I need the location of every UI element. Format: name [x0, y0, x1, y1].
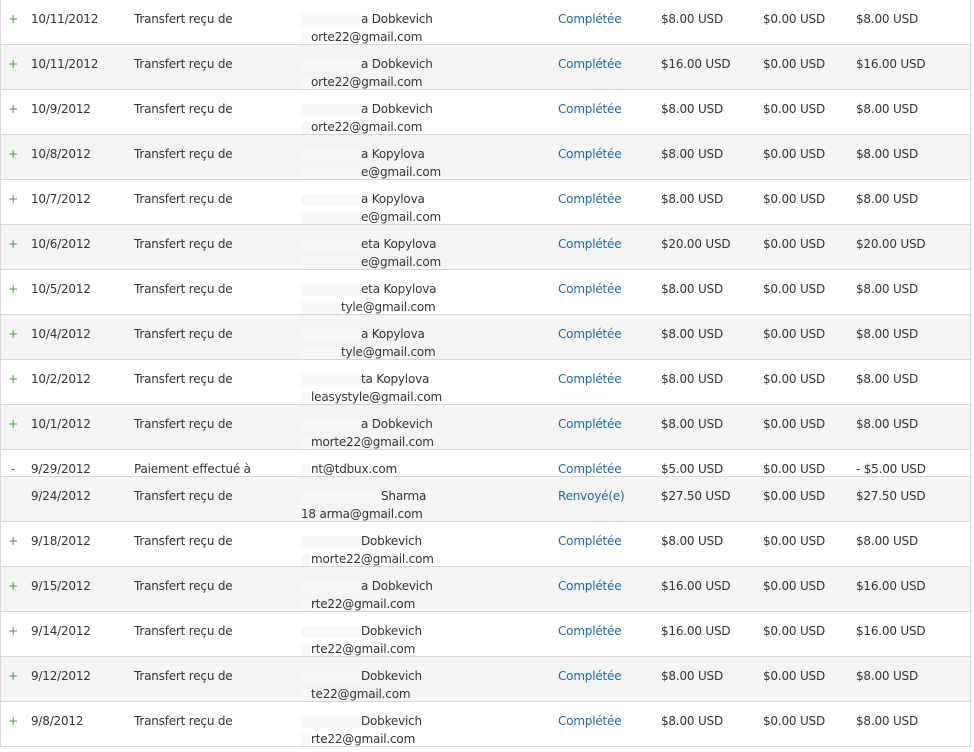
- redaction-mask: [301, 239, 361, 251]
- transaction-date: 10/4/2012: [31, 327, 91, 341]
- expand-toggle-icon[interactable]: +: [8, 714, 18, 728]
- expand-toggle-icon[interactable]: -: [10, 462, 16, 476]
- transaction-date: 9/14/2012: [31, 624, 91, 638]
- counterparty-email: e@gmail.com: [361, 210, 441, 224]
- expand-toggle-icon[interactable]: +: [8, 372, 18, 386]
- gross-amount: $8.00 USD: [661, 417, 724, 431]
- gross-amount: $16.00 USD: [661, 624, 731, 638]
- counterparty: [301, 325, 436, 361]
- transaction-date: 9/29/2012: [31, 462, 91, 476]
- expand-toggle-icon[interactable]: +: [8, 624, 18, 638]
- transaction-date: 10/9/2012: [31, 102, 91, 116]
- counterparty: [301, 487, 426, 523]
- status-link[interactable]: Complétée: [558, 669, 622, 683]
- redaction-mask: [301, 122, 311, 134]
- table-row[interactable]: [1, 180, 970, 225]
- expand-toggle-icon[interactable]: +: [8, 282, 18, 296]
- status-link[interactable]: Complétée: [558, 534, 622, 548]
- table-row[interactable]: [1, 45, 970, 90]
- gross-amount: $8.00 USD: [661, 372, 724, 386]
- fee-amount: $0.00 USD: [763, 147, 826, 161]
- redaction-mask: [301, 626, 361, 638]
- counterparty-name: nt@tdbux.com: [311, 462, 398, 476]
- transaction-description: Transfert reçu de: [134, 534, 233, 548]
- counterparty: [301, 532, 434, 568]
- net-amount: $8.00 USD: [856, 192, 919, 206]
- transaction-date: 9/12/2012: [31, 669, 91, 683]
- redaction-mask: [301, 329, 361, 341]
- table-row[interactable]: [1, 612, 970, 657]
- transaction-description: Transfert reçu de: [134, 147, 233, 161]
- redaction-mask: [301, 167, 361, 179]
- transaction-description: Transfert reçu de: [134, 624, 233, 638]
- net-amount: $8.00 USD: [856, 714, 919, 728]
- redaction-mask: [301, 689, 311, 701]
- fee-amount: $0.00 USD: [763, 714, 826, 728]
- counterparty-email: morte22@gmail.com: [311, 435, 434, 449]
- transaction-date: 10/11/2012: [31, 57, 99, 71]
- expand-toggle-icon[interactable]: +: [8, 237, 18, 251]
- fee-amount: $0.00 USD: [763, 669, 826, 683]
- fee-amount: $0.00 USD: [763, 12, 826, 26]
- expand-toggle-icon[interactable]: +: [8, 12, 18, 26]
- transaction-date: 9/24/2012: [31, 489, 91, 503]
- gross-amount: $8.00 USD: [661, 102, 724, 116]
- counterparty-email: e@gmail.com: [361, 255, 441, 269]
- redaction-mask: [301, 599, 311, 611]
- status-link[interactable]: Renvoyé(e): [558, 489, 625, 503]
- gross-amount: $27.50 USD: [661, 489, 731, 503]
- gross-amount: $20.00 USD: [661, 237, 731, 251]
- transaction-date: 10/5/2012: [31, 282, 91, 296]
- redaction-mask: [301, 671, 361, 683]
- counterparty: [301, 145, 441, 181]
- gross-amount: $5.00 USD: [661, 462, 724, 476]
- net-amount: $8.00 USD: [856, 534, 919, 548]
- net-amount: $20.00 USD: [856, 237, 926, 251]
- table-row[interactable]: [1, 477, 970, 522]
- expand-toggle-icon[interactable]: +: [8, 579, 18, 593]
- expand-toggle-icon[interactable]: +: [8, 669, 18, 683]
- counterparty-name: ta Kopylova: [361, 372, 430, 386]
- counterparty-name: eta Kopylova: [361, 237, 437, 251]
- redaction-mask: [301, 734, 311, 746]
- expand-toggle-icon[interactable]: +: [8, 327, 18, 341]
- counterparty-email: orte22@gmail.com: [311, 30, 423, 44]
- redaction-mask: [301, 581, 361, 593]
- expand-toggle-icon[interactable]: +: [8, 102, 18, 116]
- gross-amount: $8.00 USD: [661, 327, 724, 341]
- gross-amount: $8.00 USD: [661, 669, 724, 683]
- transaction-description: Transfert reçu de: [134, 714, 233, 728]
- counterparty-name: a Dobkevich: [361, 57, 433, 71]
- counterparty: [301, 370, 442, 406]
- status-link[interactable]: Complétée: [558, 372, 622, 386]
- table-row[interactable]: [1, 315, 970, 360]
- net-amount: $8.00 USD: [856, 12, 919, 26]
- gross-amount: $8.00 USD: [661, 192, 724, 206]
- table-row[interactable]: [1, 522, 970, 567]
- status-link[interactable]: Complétée: [558, 624, 622, 638]
- net-amount: $8.00 USD: [856, 417, 919, 431]
- table-row[interactable]: [1, 657, 970, 702]
- gross-amount: $8.00 USD: [661, 282, 724, 296]
- table-row[interactable]: [1, 135, 970, 180]
- redaction-mask: [301, 374, 361, 386]
- counterparty-name: a Kopylova: [361, 192, 425, 206]
- redaction-mask: [301, 464, 311, 476]
- table-row[interactable]: [1, 225, 970, 270]
- net-amount: $8.00 USD: [856, 669, 919, 683]
- net-amount: $8.00 USD: [856, 102, 919, 116]
- transaction-date: 9/18/2012: [31, 534, 91, 548]
- net-amount: $16.00 USD: [856, 579, 926, 593]
- counterparty: [301, 415, 434, 451]
- table-row[interactable]: [1, 405, 970, 450]
- status-link[interactable]: Complétée: [558, 417, 622, 431]
- status-link[interactable]: Complétée: [558, 102, 622, 116]
- gross-amount: $8.00 USD: [661, 12, 724, 26]
- counterparty: [301, 55, 433, 91]
- redaction-mask: [301, 491, 381, 503]
- net-amount: $8.00 USD: [856, 282, 919, 296]
- transaction-description: Transfert reçu de: [134, 417, 233, 431]
- expand-toggle-icon[interactable]: +: [8, 57, 18, 71]
- redaction-mask: [301, 437, 311, 449]
- expand-toggle-icon[interactable]: +: [8, 534, 18, 548]
- counterparty-email: tyle@gmail.com: [341, 300, 436, 314]
- transaction-description: Transfert reçu de: [134, 102, 233, 116]
- gross-amount: $8.00 USD: [661, 534, 724, 548]
- expand-toggle-icon[interactable]: +: [8, 147, 18, 161]
- counterparty-email: rte22@gmail.com: [311, 597, 416, 611]
- fee-amount: $0.00 USD: [763, 624, 826, 638]
- counterparty-email: morte22@gmail.com: [311, 552, 434, 566]
- transaction-date: 10/6/2012: [31, 237, 91, 251]
- table-row[interactable]: [1, 0, 970, 45]
- redaction-mask: [301, 149, 361, 161]
- transaction-description: Transfert reçu de: [134, 12, 233, 26]
- counterparty-name: a Dobkevich: [361, 12, 433, 26]
- counterparty: [301, 667, 422, 703]
- counterparty-name: Dobkevich: [361, 624, 422, 638]
- transaction-description: Paiement effectué à: [134, 462, 251, 476]
- fee-amount: $0.00 USD: [763, 192, 826, 206]
- fee-amount: $0.00 USD: [763, 327, 826, 341]
- redaction-mask: [301, 419, 361, 431]
- counterparty-name: a Dobkevich: [361, 579, 433, 593]
- counterparty: [301, 712, 422, 748]
- redaction-mask: [301, 194, 361, 206]
- status-link[interactable]: Complétée: [558, 714, 622, 728]
- transaction-date: 10/1/2012: [31, 417, 91, 431]
- transaction-description: Transfert reçu de: [134, 489, 233, 503]
- status-link[interactable]: Complétée: [558, 237, 622, 251]
- fee-amount: $0.00 USD: [763, 237, 826, 251]
- transaction-description: Transfert reçu de: [134, 57, 233, 71]
- transaction-date: 10/11/2012: [31, 12, 99, 26]
- fee-amount: $0.00 USD: [763, 372, 826, 386]
- net-amount: $8.00 USD: [856, 147, 919, 161]
- fee-amount: $0.00 USD: [763, 534, 826, 548]
- transaction-description: Transfert reçu de: [134, 282, 233, 296]
- net-amount: $16.00 USD: [856, 57, 926, 71]
- counterparty: [301, 190, 441, 226]
- expand-toggle-icon[interactable]: +: [8, 192, 18, 206]
- net-amount: $27.50 USD: [856, 489, 926, 503]
- status-link[interactable]: Complétée: [558, 462, 622, 476]
- transaction-date: 10/8/2012: [31, 147, 91, 161]
- counterparty: [301, 280, 436, 316]
- table-row[interactable]: [1, 450, 970, 477]
- redaction-mask: [301, 59, 361, 71]
- redaction-mask: [301, 212, 361, 224]
- transaction-description: Transfert reçu de: [134, 372, 233, 386]
- counterparty: [301, 577, 433, 613]
- counterparty-name: Sharma: [381, 489, 427, 503]
- counterparty-name: eta Kopylova: [361, 282, 437, 296]
- transaction-description: Transfert reçu de: [134, 669, 233, 683]
- transaction-description: Transfert reçu de: [134, 327, 233, 341]
- counterparty: [301, 100, 433, 136]
- counterparty-name: Dobkevich: [361, 714, 422, 728]
- redaction-mask: [301, 14, 361, 26]
- counterparty-name: a Dobkevich: [361, 102, 433, 116]
- gross-amount: $16.00 USD: [661, 57, 731, 71]
- status-link[interactable]: Complétée: [558, 12, 622, 26]
- counterparty-email: orte22@gmail.com: [311, 75, 423, 89]
- transaction-description: Transfert reçu de: [134, 237, 233, 251]
- status-link[interactable]: Complétée: [558, 57, 622, 71]
- counterparty-email: e@gmail.com: [361, 165, 441, 179]
- expand-toggle-icon[interactable]: +: [8, 417, 18, 431]
- counterparty-name: a Kopylova: [361, 147, 425, 161]
- gross-amount: $16.00 USD: [661, 579, 731, 593]
- fee-amount: $0.00 USD: [763, 57, 826, 71]
- counterparty: [301, 460, 397, 478]
- counterparty: [301, 622, 422, 658]
- status-link[interactable]: Complétée: [558, 192, 622, 206]
- counterparty: [301, 10, 433, 46]
- fee-amount: $0.00 USD: [763, 579, 826, 593]
- counterparty-email: tyle@gmail.com: [341, 345, 436, 359]
- counterparty-email: rte22@gmail.com: [311, 732, 416, 746]
- redaction-mask: [301, 554, 311, 566]
- table-row[interactable]: [1, 702, 970, 747]
- transaction-date: 9/8/2012: [31, 714, 84, 728]
- redaction-mask: [301, 716, 361, 728]
- counterparty-email: te22@gmail.com: [311, 687, 411, 701]
- redaction-mask: [301, 644, 311, 656]
- status-link[interactable]: Complétée: [558, 147, 622, 161]
- gross-amount: $8.00 USD: [661, 147, 724, 161]
- fee-amount: $0.00 USD: [763, 282, 826, 296]
- table-row[interactable]: [1, 360, 970, 405]
- redaction-mask: [301, 104, 361, 116]
- transaction-date: 10/7/2012: [31, 192, 91, 206]
- counterparty-email: rte22@gmail.com: [311, 642, 416, 656]
- counterparty-email: 18 arma@gmail.com: [301, 507, 423, 521]
- transaction-description: Transfert reçu de: [134, 579, 233, 593]
- counterparty-email: leasystyle@gmail.com: [311, 390, 442, 404]
- table-row[interactable]: [1, 270, 970, 315]
- fee-amount: $0.00 USD: [763, 102, 826, 116]
- fee-amount: $0.00 USD: [763, 417, 826, 431]
- net-amount: $8.00 USD: [856, 372, 919, 386]
- status-link[interactable]: Complétée: [558, 282, 622, 296]
- redaction-mask: [301, 284, 361, 296]
- net-amount: - $5.00 USD: [856, 462, 926, 476]
- redaction-mask: [301, 536, 361, 548]
- net-amount: $16.00 USD: [856, 624, 926, 638]
- fee-amount: $0.00 USD: [763, 489, 826, 503]
- fee-amount: $0.00 USD: [763, 462, 826, 476]
- counterparty: [301, 235, 441, 271]
- table-row[interactable]: [1, 90, 970, 135]
- redaction-mask: [301, 32, 311, 44]
- counterparty-email: orte22@gmail.com: [311, 120, 423, 134]
- redaction-mask: [301, 302, 341, 314]
- transaction-description: Transfert reçu de: [134, 192, 233, 206]
- counterparty-name: a Kopylova: [361, 327, 425, 341]
- net-amount: $8.00 USD: [856, 327, 919, 341]
- status-link[interactable]: Complétée: [558, 579, 622, 593]
- counterparty-name: a Dobkevich: [361, 417, 433, 431]
- redaction-mask: [301, 347, 341, 359]
- transaction-date: 10/2/2012: [31, 372, 91, 386]
- table-row[interactable]: [1, 567, 970, 612]
- gross-amount: $8.00 USD: [661, 714, 724, 728]
- status-link[interactable]: Complétée: [558, 327, 622, 341]
- counterparty-name: Dobkevich: [361, 669, 422, 683]
- redaction-mask: [301, 77, 311, 89]
- transaction-date: 9/15/2012: [31, 579, 91, 593]
- redaction-mask: [301, 257, 361, 269]
- counterparty-name: Dobkevich: [361, 534, 422, 548]
- redaction-mask: [301, 392, 311, 404]
